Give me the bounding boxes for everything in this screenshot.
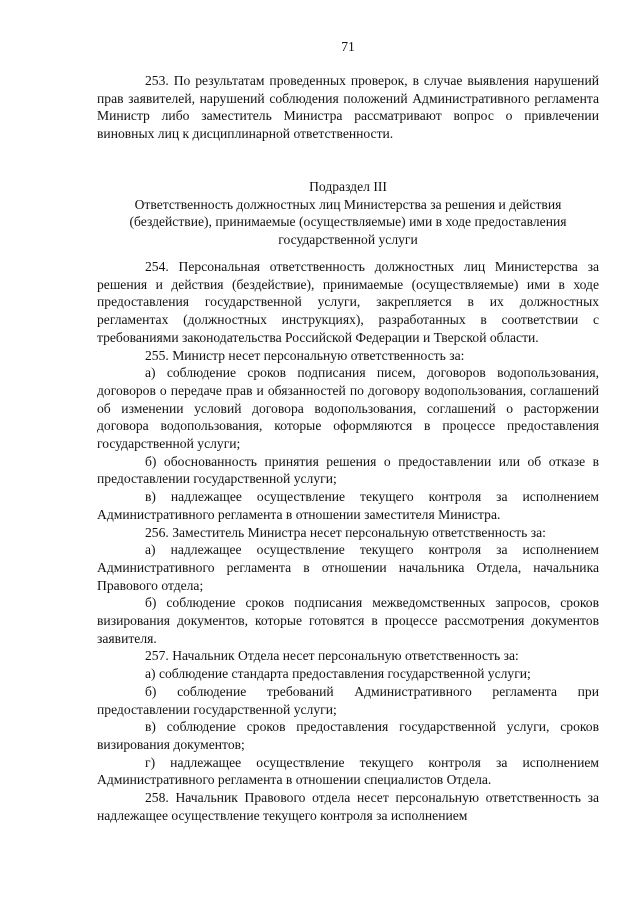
subsection-title: Подраздел III — [309, 179, 387, 194]
paragraph-258: 258. Начальник Правового отдела несет персональную ответственность за надлежащее осуществление текущего контроля за исполнением — [97, 790, 599, 823]
body-text — [97, 258, 599, 825]
paragraph-257-g: г) надлежащее осуществление текущего контроля за исполнением Административного регламента в отношении специалистов Отдела. — [97, 754, 599, 788]
paragraph-256: 256. Заместитель Министра несет персональную ответственность за: — [145, 524, 546, 540]
paragraph-253-block — [97, 72, 599, 143]
paragraph-255-b: б) обоснованность принятия решения о предоставлении или об отказе в предоставлении государственной услуги; — [97, 453, 599, 487]
paragraph-256-b: б) соблюдение сроков подписания межведомственных запросов, сроков визирования документов, которые готовятся в процессе рассмотрения документов заявителя. — [97, 595, 599, 646]
paragraph-257-b: б) соблюдение требований Административного регламента при предоставлении государственной услуги; — [97, 683, 599, 717]
paragraph-255-a: а) соблюдение сроков подписания писем, договоров водопользования, договоров о передаче прав и обязанностей по договору водопользования, соглашений об изменении условий договора водопользования, соглашений о расторжении договора водопользования, которые оформляются в процессе предоставления государственной услуги; — [97, 365, 599, 452]
paragraph-257: 257. Начальник Отдела несет персональную ответственность за: — [145, 648, 519, 664]
paragraph-255: 255. Министр несет персональную ответственность за: — [145, 347, 465, 363]
subsection-subtitle: Ответственность должностных лиц Министерства за решения и действия (бездействие), принимаемые (осуществляемые) ими в ходе предоставления государственной услуги — [129, 196, 567, 248]
paragraph-254: 254. Персональная ответственность должностных лиц Министерства за решения и действия (бездействие), принимаемые (осуществляемые) ими в ходе предоставления государственной услуги, закрепляется в их должностных регламентах (должностных инструкциях), разработанных в соответствии с требованиями законодательства Российской Федерации и Тверской области. — [97, 259, 599, 345]
paragraph-257-v: в) соблюдение сроков предоставления государственной услуги, сроков визирования документов; — [97, 719, 599, 752]
paragraph-255-v: в) надлежащее осуществление текущего контроля за исполнением Административного регламента в отношении заместителя Министра. — [97, 489, 599, 522]
paragraph-256-a: а) надлежащее осуществление текущего контроля за исполнением Административного регламента в отношении начальника Отдела, начальника Правового отдела; — [97, 542, 599, 593]
subsection-heading — [97, 178, 599, 249]
paragraph-253: 253. По результатам проведенных проверок, в случае выявления нарушений прав заявителей, нарушений соблюдения положений Административного регламента Министр либо заместитель Министра рассматривают вопрос о привлечении виновных лиц к дисциплинарной ответственности. — [97, 73, 599, 142]
page-number: 71 — [341, 39, 355, 54]
paragraph-257-a: а) соблюдение стандарта предоставления государственной услуги; — [145, 666, 531, 682]
